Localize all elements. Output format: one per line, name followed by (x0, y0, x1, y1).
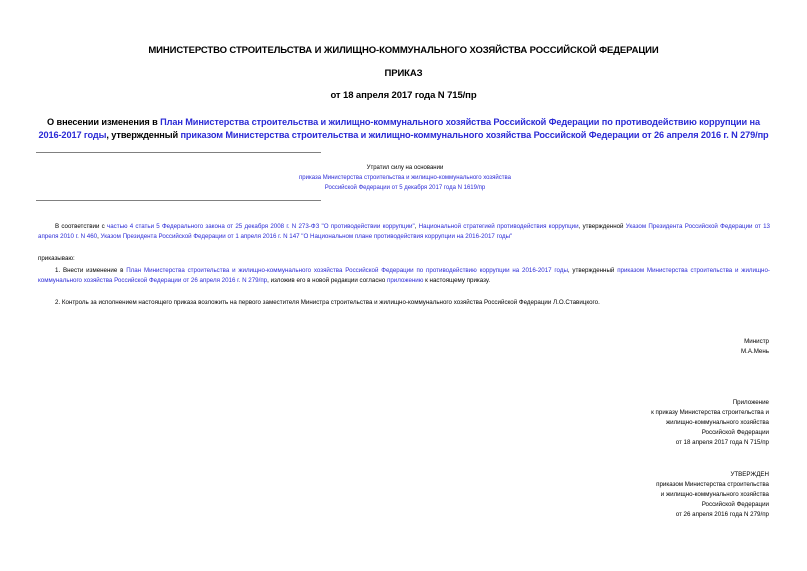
item-1-text-1: 1. Внести изменение в (55, 267, 127, 274)
order-word: приказываю: (38, 255, 75, 262)
doc-type-heading: ПРИКАЗ (384, 68, 423, 79)
preamble-text-1: В соответствии с (55, 223, 108, 230)
divider-top (36, 152, 321, 153)
appendix-block (549, 398, 769, 448)
link-order-279[interactable]: приказом Министерства строительства и жилищно-коммунального хозяйства Российской Федерации от 26 апреля 2016 г. N 279/пр (38, 267, 770, 284)
appendix-line: жилищно-коммунального хозяйства (665, 419, 769, 426)
signature-block (549, 337, 769, 357)
preamble-paragraph (38, 222, 770, 242)
item-2-paragraph: 2. Контроль за исполнением настоящего приказа возложить на первого заместителя Министра строительства и жилищно-коммунального хозяйства Российской Федерации Л.О.Ставицкого. (55, 299, 600, 306)
status-note-link-1[interactable]: приказа Министерства строительства и жилищно-коммунального хозяйства (299, 175, 511, 181)
approved-block (549, 470, 769, 520)
appendix-line: к приказу Министерства строительства и (651, 409, 769, 416)
item-1-paragraph (38, 266, 770, 286)
title-text-2: , утвержденный (106, 130, 181, 140)
item-1-text-3: , изложив его в новой редакции согласно (267, 277, 387, 284)
link-decree-147[interactable]: Указом Президента Российской Федерации от 1 апреля 2016 г. N 147 "О Национальном плане противодействия коррупции на 2016-2017 годы" (100, 233, 513, 240)
status-note (230, 163, 580, 193)
approved-line: УТВЕРЖДЕН (730, 471, 769, 478)
order-title (36, 116, 771, 142)
link-federal-law-273[interactable]: частью 4 статьи 5 Федерального закона от 25 декабря 2008 г. N 273-ФЗ "О противодействии коррупции" (107, 223, 415, 230)
approved-line: Российской Федерации (701, 501, 769, 508)
signature-position: Министр (744, 338, 769, 345)
status-note-link-2[interactable]: Российской Федерации от 5 декабря 2017 года N 1619/пр (324, 185, 486, 191)
appendix-line: Российской Федерации (701, 429, 769, 436)
ministry-heading: МИНИСТЕРСТВО СТРОИТЕЛЬСТВА И ЖИЛИЩНО-КОММУНАЛЬНОГО ХОЗЯЙСТВА РОССИЙСКОЙ ФЕДЕРАЦИИ (148, 45, 659, 56)
appendix-line: Приложение (732, 399, 769, 406)
link-plan[interactable]: План Министерства строительства и жилищно-коммунального хозяйства Российской Федерации по противодействию коррупции на 2016-2017 годы (126, 267, 568, 274)
preamble-text-3: , утвержденной (578, 223, 626, 230)
preamble-text-4: , (97, 233, 101, 240)
link-appendix[interactable]: приложению (387, 277, 424, 284)
link-national-strategy[interactable]: Национальной стратегией противодействия коррупции (418, 223, 579, 230)
approved-line: и жилищно-коммунального хозяйства (660, 491, 769, 498)
title-link-order-279[interactable]: приказом Министерства строительства и жилищно-коммунального хозяйства Российской Федерации от 26 апреля 2016 г. N 279/пр (180, 130, 769, 140)
approved-line: приказом Министерства строительства (656, 481, 769, 488)
link-decree-460[interactable]: Указом Президента Российской Федерации от 13 апреля 2010 г. N 460 (38, 223, 771, 240)
item-1-text-2: , утвержденный (567, 267, 618, 274)
status-note-text: Утратил силу на основании (366, 165, 444, 171)
title-link-plan[interactable]: План Министерства строительства и жилищно-коммунального хозяйства Российской Федерации по противодействию коррупции на 2016-2017 годы (38, 117, 760, 140)
preamble-text-2: , (414, 223, 419, 230)
divider-bottom (36, 200, 321, 201)
item-1-text-4: к настоящему приказу. (423, 277, 491, 284)
order-date-number: от 18 апреля 2017 года N 715/пр (330, 90, 477, 101)
signature-name: М.А.Мень (740, 348, 769, 355)
title-text-1: О внесении изменения в (47, 117, 161, 127)
approved-line: от 26 апреля 2016 года N 279/пр (675, 511, 769, 518)
appendix-line: от 18 апреля 2017 года N 715/пр (675, 439, 769, 446)
